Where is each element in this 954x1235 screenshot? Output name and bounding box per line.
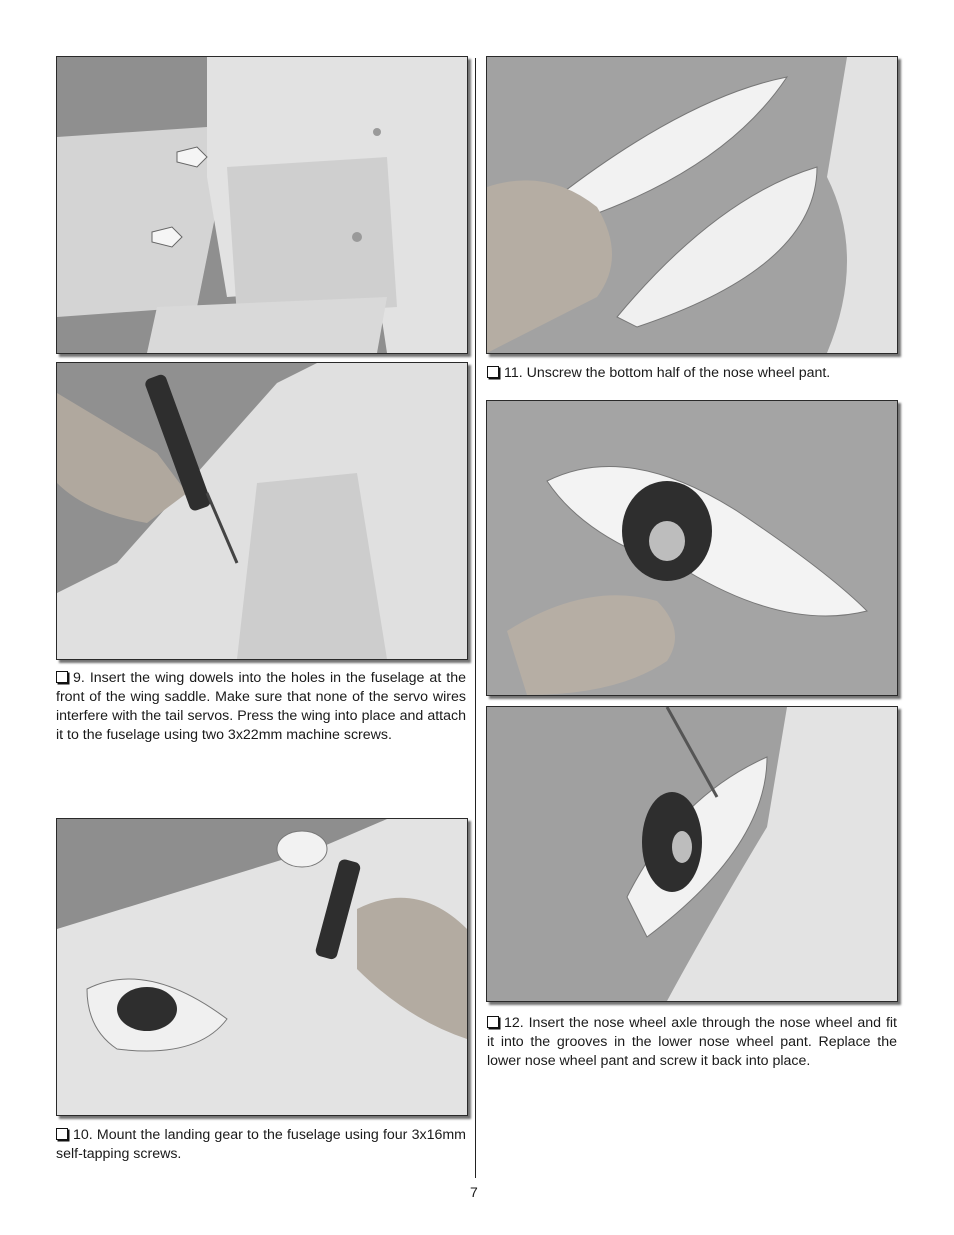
step-12 — [487, 1014, 897, 1071]
page-number: 7 — [470, 1184, 478, 1200]
step-11 — [487, 364, 897, 383]
step-10-text: 10. Mount the landing gear to the fuselage using four 3x16mm self-tapping screws. — [56, 1127, 466, 1162]
photo-wing-dowels — [56, 56, 468, 354]
photo-wing-screws — [56, 362, 468, 660]
checkbox-icon — [487, 1016, 499, 1028]
step-9-text: 9. Insert the wing dowels into the holes in the fuselage at the front of the wing saddle. Make sure that none of the servo wires interfere with the tail servos. Press the wing into place and attach it to the fuselage using two 3x22mm machine screws. — [56, 670, 466, 743]
photo-nose-pant-wheel — [486, 400, 898, 696]
photo-nose-pant-unscrew — [486, 56, 898, 354]
step-12-text: 12. Insert the nose wheel axle through the nose wheel and fit it into the grooves in the lower nose wheel pant. Replace the lower nose wheel pant and screw it back into place. — [487, 1015, 897, 1069]
photo-landing-gear — [56, 818, 468, 1116]
checkbox-icon — [487, 366, 499, 378]
column-divider — [475, 58, 476, 1178]
step-11-text: 11. Unscrew the bottom half of the nose wheel pant. — [504, 365, 831, 381]
checkbox-icon — [56, 1128, 68, 1140]
photo-nose-axle — [486, 706, 898, 1002]
step-10 — [56, 1126, 466, 1164]
checkbox-icon — [56, 671, 68, 683]
step-9 — [56, 669, 466, 745]
